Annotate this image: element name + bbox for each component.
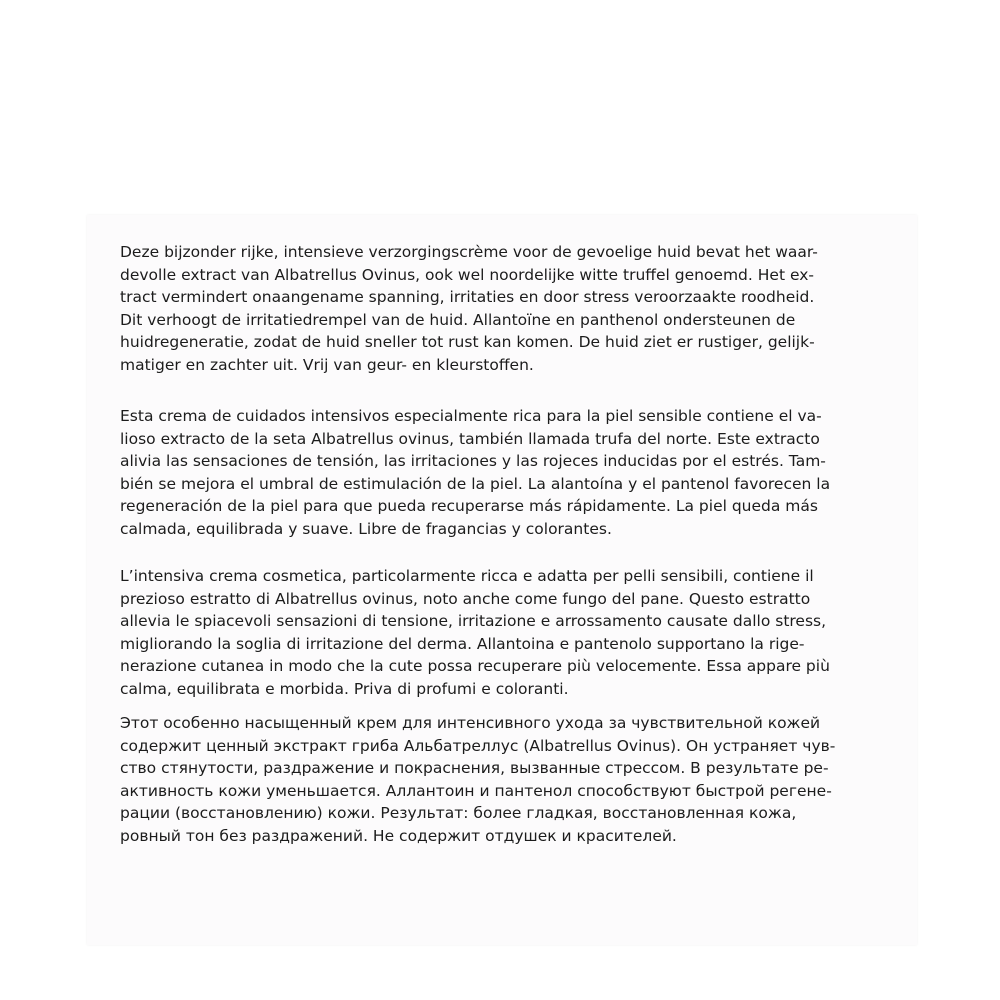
text-line: alivia las sensaciones de tensión, las irritaciones y las rojeces inducidas por el estrés. Tam-: [120, 452, 826, 471]
text-line: calma, equilibrata e morbida. Priva di profumi e coloranti.: [120, 679, 569, 698]
text-line: активность кожи уменьшается. Аллантоин и пантенол способствуют быстрой регене-: [120, 781, 832, 800]
text-line: huidregeneratie, zodat de huid sneller tot rust kan komen. De huid ziet er rustiger, gelijk-: [120, 333, 815, 352]
text-line: ровный тон без раздражений. Не содержит отдушек и красителей.: [120, 826, 677, 845]
description-paragraph-russian: [120, 712, 860, 848]
text-line: nerazione cutanea in modo che la cute possa recuperare più velocemente. Essa appare più: [120, 657, 830, 676]
text-line: рации (восстановлению) кожи. Результат: более гладкая, восстановленная кожа,: [120, 804, 797, 823]
text-line: Esta crema de cuidados intensivos especialmente rica para la piel sensible contiene el va-: [120, 407, 822, 425]
text-line: tract vermindert onaangename spanning, irritaties en door stress veroorzaakte roodheid.: [120, 288, 815, 307]
text-line: Deze bijzonder rijke, intensieve verzorgingscrème voor de gevoelige huid bevat het waar-: [120, 243, 818, 261]
text-line: regeneración de la piel para que pueda recuperarse más rápidamente. La piel queda más: [120, 497, 818, 516]
text-line: L’intensiva crema cosmetica, particolarmente ricca e adatta per pelli sensibili, contiene il: [120, 567, 814, 585]
text-line: migliorando la soglia di irritazione del derma. Allantoina e pantenolo supportano la rige-: [120, 634, 805, 653]
text-line: содержит ценный экстракт гриба Альбатреллус (Albatrellus Ovinus). Он устраняет чув-: [120, 736, 836, 755]
description-paragraph-italian: [120, 565, 860, 701]
text-line: prezioso estratto di Albatrellus ovinus, noto anche come fungo del pane. Questo estratto: [120, 589, 811, 608]
text-line: Этот особенно насыщенный крем для интенсивного ухода за чувствительной кожей: [120, 714, 821, 732]
description-paragraph-spanish: [120, 405, 860, 541]
text-line: bién se mejora el umbral de estimulación de la piel. La alantoína y el pantenol favorecen la: [120, 474, 831, 493]
description-paragraph-dutch: [120, 241, 860, 377]
text-line: matiger en zachter uit. Vrij van geur- en kleurstoffen.: [120, 355, 534, 374]
text-line: lioso extracto de la seta Albatrellus ovinus, también llamada trufa del norte. Este extracto: [120, 429, 820, 448]
text-line: allevia le spiacevoli sensazioni di tensione, irritazione e arrossamento causate dallo stress,: [120, 612, 827, 631]
text-line: Dit verhoogt de irritatiedrempel van de huid. Allantoïne en panthenol ondersteunen de: [120, 310, 796, 329]
text-line: devolle extract van Albatrellus Ovinus, ook wel noordelijke witte truffel genoemd. Het ex-: [120, 265, 814, 284]
text-line: calmada, equilibrada y suave. Libre de fragancias y colorantes.: [120, 519, 612, 538]
text-line: ство стянутости, раздражение и покраснения, вызванные стрессом. В результате ре-: [120, 759, 829, 778]
